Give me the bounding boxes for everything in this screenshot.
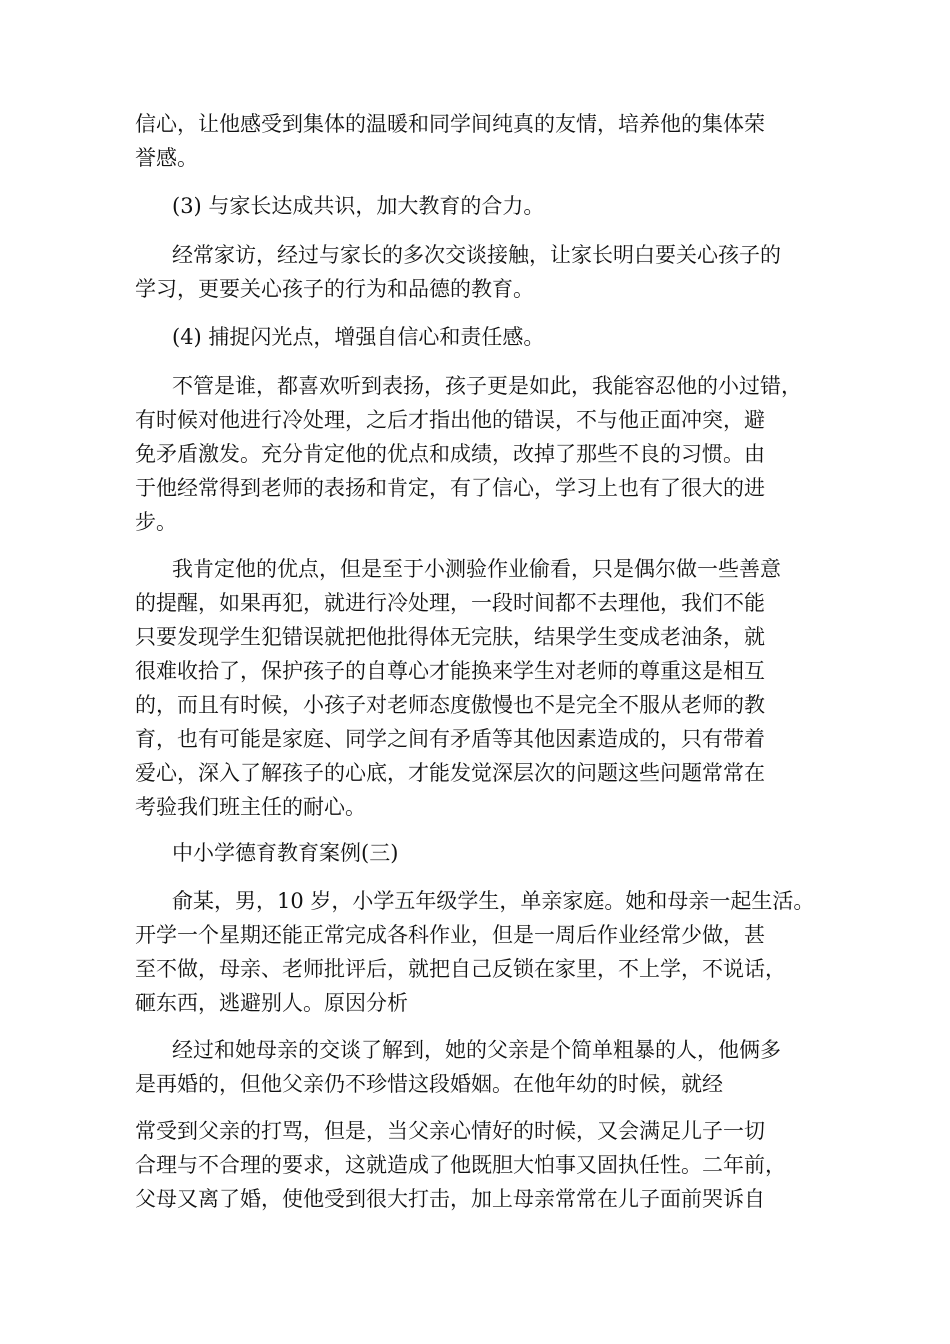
paragraph-cause-analysis [135,1033,855,1101]
paragraph-home-visits [135,238,855,306]
text-line: 的提醒，如果再犯，就进行冷处理，一段时间都不去理他，我们不能 [135,591,765,615]
text-line: 很难收拾了，保护孩子的自尊心才能换来学生对老师的尊重这是相互 [135,659,765,683]
text-line: 经过和她母亲的交谈了解到，她的父亲是个简单粗暴的人，他俩多 [172,1038,781,1062]
text-line: 合理与不合理的要求，这就造成了他既胆大怕事又固执任性。二年前， [135,1153,786,1177]
text-line: 开学一个星期还能正常完成各科作业，但是一周后作业经常少做，甚 [135,923,765,947]
heading-bright-spots [135,320,855,354]
text-line: 不管是谁，都喜欢听到表扬，孩子更是如此，我能容忍他的小过错， [172,374,802,398]
text-line: 是再婚的，但他父亲仍不珍惜这段婚姻。在他年幼的时候，就经 [135,1072,723,1096]
text-line: 誉感。 [135,146,198,170]
text-line: 我肯定他的优点，但是至于小测验作业偷看，只是偶尔做一些善意 [172,557,781,581]
text-line: 常受到父亲的打骂，但是，当父亲心情好的时候，又会满足儿子一切 [135,1119,765,1143]
paragraph-self-esteem [135,552,855,824]
text-line: 有时候对他进行冷处理，之后才指出他的错误，不与他正面冲突，避 [135,408,765,432]
text-line: (4) 捕捉闪光点，增强自信心和责任感。 [172,325,545,349]
text-line: 步。 [135,510,177,534]
text-line: 至不做，母亲、老师批评后，就把自己反锁在家里，不上学，不说话， [135,957,786,981]
paragraph-family-situation [135,1114,855,1216]
heading-parent-consensus [135,189,855,223]
text-line: 信心，让他感受到集体的温暖和同学间纯真的友情，培养他的集体荣 [135,112,765,136]
text-line: 俞某，男，10 岁，小学五年级学生，单亲家庭。她和母亲一起生活。 [172,889,815,913]
text-line: 免矛盾激发。充分肯定他的优点和成绩，改掉了那些不良的习惯。由 [135,442,765,466]
paragraph-case-background [135,884,855,1020]
case-title [135,836,855,870]
text-line: 考验我们班主任的耐心。 [135,795,366,819]
text-line: 于他经常得到老师的表扬和肯定，有了信心，学习上也有了很大的进 [135,476,765,500]
text-line: 砸东西，逃避别人。原因分析 [135,991,408,1015]
paragraph-collective-honor [135,107,855,175]
text-line: 学习，更要关心孩子的行为和品德的教育。 [135,277,534,301]
text-line: 父母又离了婚，使他受到很大打击，加上母亲常常在儿子面前哭诉自 [135,1187,765,1211]
text-line: (3) 与家长达成共识，加大教育的合力。 [172,194,545,218]
text-line: 只要发现学生犯错误就把他批得体无完肤，结果学生变成老油条，就 [135,625,765,649]
text-line: 中小学德育教育案例(三) [172,841,399,865]
paragraph-praise [135,369,855,539]
text-line: 爱心，深入了解孩子的心底，才能发觉深层次的问题这些问题常常在 [135,761,765,785]
text-line: 经常家访，经过与家长的多次交谈接触，让家长明白要关心孩子的 [172,243,781,267]
text-line: 育，也有可能是家庭、同学之间有矛盾等其他因素造成的，只有带着 [135,727,765,751]
text-line: 的，而且有时候，小孩子对老师态度傲慢也不是完全不服从老师的教 [135,693,765,717]
